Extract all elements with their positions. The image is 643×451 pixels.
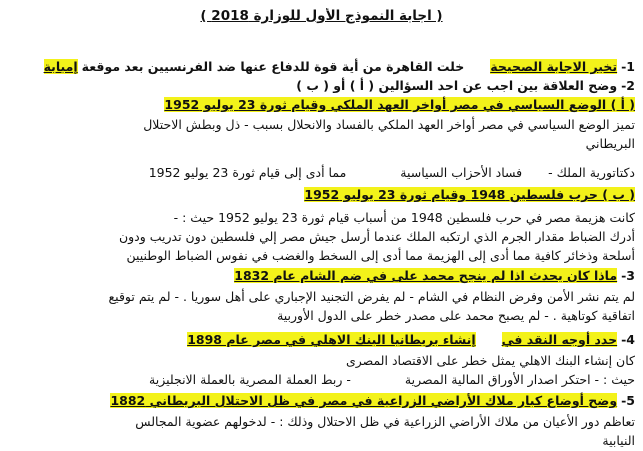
- q4-heading-b: إنشاء بريطانيا البنك الاهلي في مصر عام 1898: [187, 332, 476, 347]
- q2b-line-1: كانت هزيمة مصر في حرب فلسطين 1948 من أسباب قيام ثورة 23 يوليو 1952 حيث : -: [173, 210, 635, 225]
- q1-instruction: تخير الاجابة الصحيحة: [490, 59, 618, 74]
- question-5: [8, 392, 635, 409]
- q2a-heading: ( أ ) الوضع السياسي في مصر أواخر العهد الملكي وقيام ثورة 23 يوليو 1952: [164, 97, 635, 112]
- page-title: ( اجابة النموذج الأول للوزارة 2018 ): [200, 8, 443, 24]
- question-1: [8, 58, 635, 75]
- q5-line-1: تعاظم دور الأعيان من ملاك الأراضي الزراعية في ظل الاحتلال وذلك : - لدخولهم عضوية المجالس: [135, 414, 635, 429]
- q2b-line-3: أسلحة وذخائر كافية مما أدى إلى الهزيمة مما أدى إلى السخط والغضب في نفوس الضباط الوطنيين: [126, 248, 635, 263]
- q2a-line-3: دكتاتورية الملك - فساد الأحزاب السياسية مما أدى إلى قيام ثورة 23 يوليو 1952: [148, 165, 635, 180]
- question-2: [8, 77, 635, 94]
- q4-line-1: كان إنشاء البنك الاهلي يمثل خطر على الاقتصاد المصرى: [345, 353, 635, 368]
- q5-line-2: النيابية: [602, 433, 635, 448]
- q2a-line-1: تميز الوضع السياسي في مصر أواخر العهد الملكي بالفساد والانحلال بسبب - ذل وبطش الاحتلال: [143, 117, 635, 132]
- q2-instruction: وضح العلاقة بين: [517, 78, 618, 93]
- q3-line-2: اتفاقية كوتاهية . - لم يصبح محمد على مصدر خطر على الدول الأوربية: [277, 308, 635, 323]
- q1-answer: إمبابة: [43, 59, 78, 74]
- q4-heading-a: حدد أوجه النقد في: [501, 332, 618, 347]
- q2b-line-2: أدرك الضباط مقدار الجرم الذي ارتكبه الملك عندما أرسل جيش مصر إلي فلسطين دون تدريب ودون: [118, 229, 635, 244]
- q1-text: خلت القاهرة من أية قوة للدفاع عنها ضد الفرنسيين بعد موقعة: [81, 59, 465, 74]
- q4-line-2: حيث : - احتكر اصدار الأوراق المالية المصرية - ربط العملة المصرية بالعملة الانجليزية: [149, 372, 635, 387]
- q2-choice: اجب عن احد السؤالين ( أ ) أو ( ب ): [296, 78, 514, 93]
- q4-number: 4-: [621, 332, 635, 347]
- q5-heading: وضح أوضاع كبار ملاك الأراضي الزراعية في مصر في ظل الاحتلال البريطاني 1882: [110, 393, 618, 408]
- q3-line-1: لم يتم نشر الأمن وفرض النظام في الشام - لم يفرض التجنيد الإجباري على أهل سوريا . - لم يتم توقيع: [108, 289, 635, 304]
- q2-number: 2-: [621, 78, 635, 93]
- q5-number: 5-: [621, 393, 635, 408]
- q2b-heading: ( ب ) حرب فلسطين 1948 وقيام ثورة 23 يوليو 1952: [304, 187, 635, 202]
- question-4: [8, 331, 635, 348]
- q3-number: 3-: [621, 268, 635, 283]
- question-3: [8, 267, 635, 284]
- q1-number: 1-: [621, 59, 635, 74]
- q3-heading: ماذا كان يحدث اذا لم ينجح محمد على في ضم الشام عام 1832: [234, 268, 618, 283]
- q2a-line-2: البريطاني: [585, 136, 635, 151]
